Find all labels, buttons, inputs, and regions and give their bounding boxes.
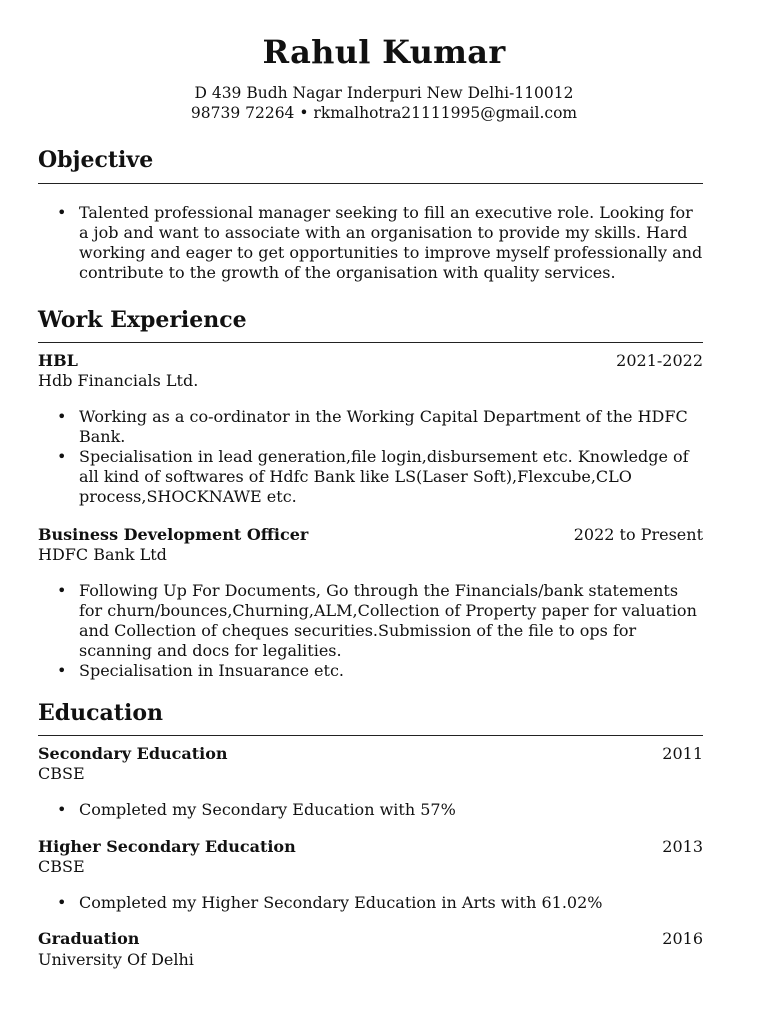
degree-title: Secondary Education [38, 744, 228, 763]
job-date: 2021-2022 [616, 351, 703, 370]
work-entry-header [38, 351, 703, 371]
objective-divider [38, 183, 703, 184]
list-item: • Working as a co-ordinator in the Working Capital Department of the HDFC Bank. [38, 407, 703, 447]
work-entry-bullets [38, 581, 703, 681]
institution-name: CBSE [38, 764, 85, 783]
degree-year: 2013 [662, 837, 703, 856]
employer-name: Hdb Financials Ltd. [38, 371, 199, 390]
list-item: • Talented professional manager seeking to fill an executive role. Looking for a job and want to associate with an organisation to provide my skills. Hard working and eager to get opportunities to improve myself professionally and contribute to the growth of the organisation with quality services. [38, 203, 703, 283]
education-entry-header [38, 929, 703, 949]
education-entry-bullets [38, 893, 703, 913]
list-item: • Specialisation in lead generation,file login,disbursement etc. Knowledge of all kind of softwares of Hdfc Bank like LS(Laser Soft),Flexcube,CLO process,SHOCKNAWE etc. [38, 447, 703, 507]
job-title: Business Development Officer [38, 525, 309, 544]
work-experience-divider [38, 342, 703, 343]
candidate-name: Rahul Kumar [262, 33, 506, 71]
job-date: 2022 to Present [573, 525, 703, 544]
education-entry-header [38, 837, 703, 857]
degree-year: 2016 [662, 929, 703, 948]
degree-title: Graduation [38, 929, 140, 948]
education-divider [38, 735, 703, 736]
list-item: • Completed my Secondary Education with 57% [38, 800, 703, 820]
degree-title: Higher Secondary Education [38, 837, 296, 856]
contact-line: 98739 72264 • rkmalhotra21111995@gmail.com [190, 104, 578, 122]
education-heading: Education [38, 700, 163, 726]
job-title: HBL [38, 351, 78, 370]
employer-name: HDFC Bank Ltd [38, 545, 167, 564]
objective-heading: Objective [38, 147, 154, 173]
institution-name: CBSE [38, 857, 85, 876]
list-item: • Following Up For Documents, Go through the Financials/bank statements for churn/bounces,Churning,ALM,Collection of Property paper for valuation and Collection of cheques securities.Submission of the file to ops for scanning and docs for legalities. [38, 581, 703, 661]
work-experience-heading: Work Experience [38, 307, 247, 333]
education-entry-bullets [38, 800, 703, 820]
objective-list [38, 203, 703, 283]
address-line: D 439 Budh Nagar Inderpuri New Delhi-110012 [194, 84, 574, 102]
list-item: • Specialisation in Insuarance etc. [38, 661, 703, 681]
work-entry-header [38, 525, 703, 545]
work-entry-bullets [38, 407, 703, 507]
institution-name: University Of Delhi [38, 950, 194, 969]
list-item: • Completed my Higher Secondary Education in Arts with 61.02% [38, 893, 703, 913]
education-entry-header [38, 744, 703, 764]
degree-year: 2011 [662, 744, 703, 763]
